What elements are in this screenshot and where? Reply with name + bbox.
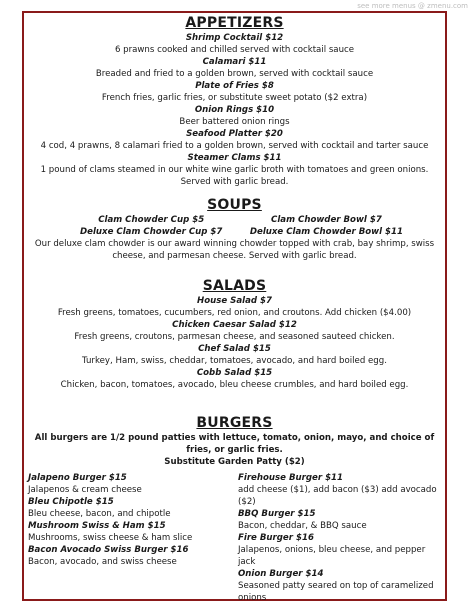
menu-item-name: Deluxe Clam Chowder Bowl $11 — [249, 227, 403, 237]
burgers-intro: All burgers are 1/2 pound patties with lettuce, tomato, onion, mayo, and choice of fries, or garlic fries. — [34, 433, 435, 455]
menu-item-name: Seafood Platter $20 — [186, 129, 283, 139]
menu-item-name: Jalapeno Burger $15 — [28, 473, 127, 483]
menu-item-desc: Chicken, bacon, tomatoes, avocado, bleu cheese crumbles, and hard boiled egg. — [60, 380, 409, 390]
menu-item-desc: Fresh greens, croutons, parmesan cheese, and seasoned sauteed chicken. — [74, 332, 395, 342]
menu-item-name: House Salad $7 — [197, 296, 272, 306]
menu-item-name: Chef Salad $15 — [198, 344, 271, 354]
menu-item-desc: Jalapenos & cream cheese — [28, 485, 142, 495]
menu-item-desc: Fresh greens, tomatoes, cucumbers, red onion, and croutons. Add chicken ($4.00) — [57, 308, 412, 318]
watermark-text: see more menus @ zmenu.com — [357, 2, 468, 10]
soups-options — [26, 214, 443, 238]
menu-item-desc: Bacon, cheddar, & BBQ sauce — [238, 521, 367, 531]
menu-item-name: Mushroom Swiss & Ham $15 — [28, 521, 166, 531]
menu-item-name: Calamari $11 — [202, 57, 267, 67]
menu-item-name: Shrimp Cocktail $12 — [185, 33, 284, 43]
menu-item-name: Bleu Chipotle $15 — [28, 497, 114, 507]
menu-item-desc: add cheese ($1), add bacon ($3) add avocado ($2) — [238, 485, 437, 507]
menu-item-desc: Turkey, Ham, swiss, cheddar, tomatoes, avocado, and hard boiled egg. — [82, 356, 387, 366]
menu-item-desc: Jalapenos, onions, bleu cheese, and pepper jack — [238, 545, 426, 567]
section-title: SOUPS — [207, 197, 262, 213]
burgers-substitute: Substitute Garden Patty ($2) — [164, 457, 305, 467]
menu-item-desc: 6 prawns cooked and chilled served with cocktail sauce — [114, 45, 355, 55]
menu-item-name: Clam Chowder Cup $5 — [98, 215, 205, 225]
burgers-section — [26, 415, 443, 604]
salads-section — [26, 278, 443, 391]
menu-item-desc: Mushrooms, swiss cheese & ham slice — [28, 533, 193, 543]
menu-item-name: Steamer Clams $11 — [187, 153, 282, 163]
menu-item-name: Cobb Salad $15 — [196, 368, 273, 378]
burgers-left-column — [26, 472, 228, 604]
menu-item-name: Deluxe Clam Chowder Cup $7 — [80, 227, 223, 237]
menu-item-desc: 1 pound of clams steamed in our white wine garlic broth with tomatoes and green onions. Served with garlic bread. — [40, 165, 429, 187]
soups-right-column — [250, 214, 403, 238]
menu-item-name: Clam Chowder Bowl $7 — [271, 215, 382, 225]
menu-item-name: Fire Burger $16 — [238, 533, 314, 543]
soups-left-column — [80, 214, 222, 238]
burgers-columns — [26, 472, 443, 604]
menu-item-name: Plate of Fries $8 — [195, 81, 274, 91]
menu-item-name: BBQ Burger $15 — [238, 509, 316, 519]
section-title: BURGERS — [196, 415, 273, 431]
soups-desc: Our deluxe clam chowder is our award winning chowder topped with crab, bay shrimp, swiss cheese, and parmesan cheese. Served with garlic bread. — [34, 239, 435, 261]
burgers-right-column — [238, 472, 443, 604]
section-title: APPETIZERS — [185, 15, 284, 31]
menu-item-desc: Beer battered onion rings — [179, 117, 290, 127]
menu-item-name: Onion Burger $14 — [238, 569, 324, 579]
menu-item-name: Bacon Avocado Swiss Burger $16 — [28, 545, 189, 555]
menu-page — [26, 13, 443, 604]
menu-item-desc: Bacon, avocado, and swiss cheese — [28, 557, 177, 567]
section-title: SALADS — [202, 278, 267, 294]
menu-item-name: Firehouse Burger $11 — [238, 473, 344, 483]
appetizers-section — [26, 15, 443, 188]
menu-item-desc: French fries, garlic fries, or substitute sweet potato ($2 extra) — [101, 93, 368, 103]
menu-item-desc: Seasoned patty seared on top of caramelized onions — [238, 581, 434, 603]
menu-item-name: Chicken Caesar Salad $12 — [172, 320, 297, 330]
soups-section — [26, 197, 443, 262]
menu-item-desc: Bleu cheese, bacon, and chipotle — [28, 509, 171, 519]
menu-item-name: Onion Rings $10 — [194, 105, 275, 115]
menu-item-desc: Breaded and fried to a golden brown, served with cocktail sauce — [95, 69, 374, 79]
menu-item-desc: 4 cod, 4 prawns, 8 calamari fried to a golden brown, served with cocktail and tarter sauce — [40, 141, 429, 151]
